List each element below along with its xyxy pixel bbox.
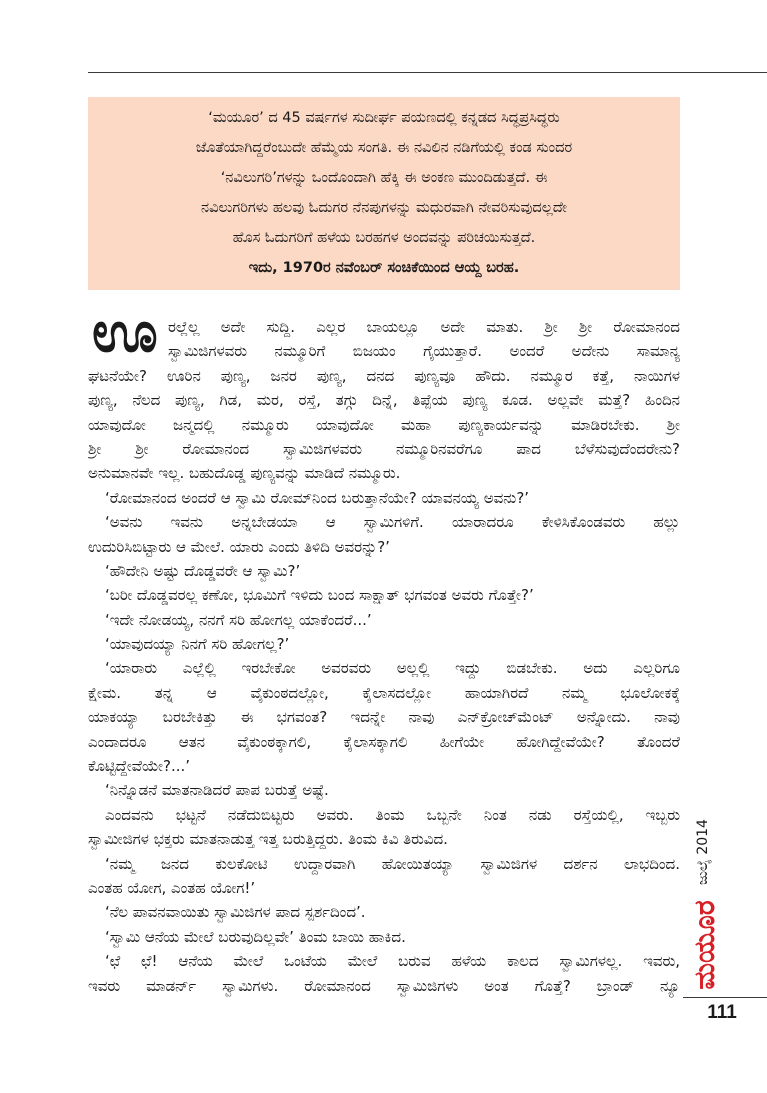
article-line: ಯಾಕಯ್ಯಾ ಬರಬೇಕಿತ್ತು ಈ ಭಗವಂತ? ಇದನ್ನೇ ನಾವು ಎನ್‌ಕ್ರೋಚ್‌ಮೆಂಟ್ ಅನ್ನೋದು. ನಾವು	[88, 708, 680, 727]
article-line: ಎಂದವನು ಭಟ್ಟನೆ ನಡೆದುಬಿಟ್ಟರು ಅವರು. ತಿಂಮ ಒಬ್ಬನೇ ನಿಂತ ನಡು ರಸ್ತೆಯಲ್ಲಿ, ಇಬ್ಬರು	[105, 805, 680, 824]
article-line: ಉದುರಿಸಿಬಿಟ್ಟಾರು ಆ ಮೇಲೆ. ಯಾರು ಎಂದು ತಿಳಿದಿ ಅವರನ್ನು?’	[88, 537, 390, 556]
article-paragraph	[88, 778, 680, 802]
article-line: ‘ಹೌದೇನಿ ಅಷ್ಟು ದೊಡ್ಡವರೇ ಆ ಸ್ವಾಮಿ?’	[105, 561, 301, 580]
article-paragraph	[88, 656, 680, 778]
article-line: ‘ಛೆ ಛೆ! ಆನೆಯ ಮೇಲೆ ಒಂಟೆಯ ಮೇಲೆ ಬರುವ ಹಳೆಯ ಕಾಲದ ಸ್ವಾಮಿಗಳಲ್ಲ. ಇವರು,	[105, 952, 680, 971]
article-paragraph	[88, 583, 680, 607]
article-paragraph	[88, 925, 680, 949]
article-line: ‘ಬರೀ ದೊಡ್ಡವರಲ್ಲ ಕಣೋ, ಭೂಮಿಗೆ ಇಳಿದು ಬಂದ ಸಾಕ್ಷಾತ್ ಭಗವಂತ ಅವರು ಗೊತ್ತೇ?’	[105, 586, 534, 605]
article-line: ‘ಯಾವುದಯ್ಯಾ ನಿನಗೆ ಸರಿ ಹೋಗಲ್ಲ?’	[105, 635, 290, 654]
article-line: ಇವರು ಮಾಡರ್ನ್ ಸ್ವಾಮಿಗಳು. ರೋಮಾನಂದ ಸ್ವಾಮಿಜಿಗಳು ಅಂತ ಗೊತ್ತೆ? ಬ್ರಾಂಡ್ ನ್ಯೂ	[88, 976, 680, 995]
footer-rule	[683, 997, 767, 998]
header-rule	[88, 72, 767, 73]
intro-box	[88, 97, 680, 290]
issue-date: ಜುಲೈ 2014	[695, 819, 711, 885]
article-line: ‘ಇದೇ ನೋಡಯ್ಯ, ನನಗೆ ಸರಿ ಹೋಗಲ್ಲ ಯಾಕೆಂದರೆ...’	[105, 610, 372, 629]
article-line: ‘ನಿನ್ನೊಡನೆ ಮಾತನಾಡಿದರೆ ಪಾಪ ಬರುತ್ತೆ ಅಷ್ಟೆ.	[105, 781, 329, 800]
article-paragraph	[88, 559, 680, 583]
article-paragraph	[88, 486, 680, 510]
intro-lines	[88, 103, 680, 253]
article-line: ಎಂದಾದರೂ ಆತನ ವೈಕುಂಠಕ್ಕಾಗಲಿ, ಕೈಲಾಸಕ್ಕಾಗಲಿ ಹೀಗೆಯೇ ಹೋಗಿದ್ದೇವೆಯೇ? ತೊಂದರೆ	[88, 732, 680, 751]
article-line: ‘ನೆಲ ಪಾವನವಾಯಿತು ಸ್ವಾಮಿಜಿಗಳ ಪಾದ ಸ್ಪರ್ಶದಿಂದ’.	[105, 903, 366, 922]
article-paragraph	[88, 510, 680, 559]
article-line: ಶ್ರೀ ಶ್ರೀ ರೋಮಾನಂದ ಸ್ವಾಮಿಜಿಗಳವರು ನಮ್ಮೂರಿನವರೆಗೂ ಪಾದ ಬೆಳೆಸುವುದೆಂದರೇನು?	[88, 439, 680, 458]
article-line: ಪುಣ್ಯ, ನೆಲದ ಪುಣ್ಯ, ಗಿಡ, ಮರ, ರಸ್ತೆ, ತಗ್ಗು ದಿನ್ನೆ, ತಿಪ್ಪೆಯ ಪುಣ್ಯ ಕೂಡ. ಅಲ್ಲವೇ ಮತ್ತೆ? ಹಿಂದಿನ	[88, 391, 680, 410]
article-line: ‘ಯಾರಾರು ಎಲ್ಲೆಲ್ಲಿ ಇರಬೇಕೋ ಅವರವರು ಅಲ್ಲಲ್ಲಿ ಇದ್ದು ಬಿಡಬೇಕು. ಅದು ಎಲ್ಲರಿಗೂ	[105, 659, 680, 678]
article-body	[88, 315, 680, 998]
article-line: ಕ್ಷೇಮ. ತನ್ನ ಆ ವೈಕುಂಠದಲ್ಲೋ, ಕೈಲಾಸದಲ್ಲೋ ಹಾಯಾಗಿರದೆ ನಮ್ಮ ಭೂಲೋಕಕ್ಕೆ	[88, 683, 680, 702]
intro-line: ಜೊತೆಯಾಗಿದ್ದರೆಂಬುದೇ ಹೆಮ್ಮೆಯ ಸಂಗತಿ. ಈ ನವಿಲಿನ ನಡಿಗೆಯಲ್ಲಿ ಕಂಡ ಸುಂದರ	[195, 140, 573, 156]
article-line: ‘ನಮ್ಮ ಜನದ ಕುಲಕೋಟಿ ಉದ್ದಾರವಾಗಿ ಹೋಯಿತಯ್ಯಾ ಸ್ವಾಮಿಜಿಗಳ ದರ್ಶನ ಲಾಭದಿಂದ.	[105, 854, 680, 873]
page-number: 111	[707, 1002, 737, 1023]
article-line: ‘ಸ್ವಾಮಿ ಆನೆಯ ಮೇಲೆ ಬರುವುದಿಲ್ಲವೇ’ ತಿಂಮ ಬಾಯಿ ಹಾಕಿದ.	[105, 927, 406, 946]
article-line: ‘ಅವನು ಇವನು ಅನ್ನಬೇಡಯಾ ಆ ಸ್ವಾಮಿಗಳಿಗೆ. ಯಾರಾದರೂ ಕೇಳಿಸಿಕೊಂಡವರು ಹಲ್ಲು	[105, 513, 680, 532]
article-paragraph	[88, 803, 680, 852]
article-paragraph	[88, 608, 680, 632]
article-line: ಸ್ವಾಮಿಜಿಗಳವರು ನಮ್ಮೂರಿಗೆ ಬಿಜಯಂ ಗೈಯುತ್ತಾರೆ. ಅಂದರೆ ಅದೇನು ಸಾಮಾನ್ಯ	[168, 342, 680, 361]
article-line: ‘ರೋಮಾನಂದ ಅಂದರೆ ಆ ಸ್ವಾಮಿ ರೋಮ್‌ನಿಂದ ಬರುತ್ತಾನೆಯೇ? ಯಾವನಯ್ಯ ಅವನು?’	[105, 488, 530, 507]
intro-line: ‘ಮಯೂರ’ ದ 45 ವರ್ಷಗಳ ಸುದೀರ್ಘ ಪಯಣದಲ್ಲಿ ಕನ್ನಡದ ಸಿದ್ಧಪ್ರಸಿದ್ಧರು	[208, 110, 560, 126]
drop-cap: ಊ	[92, 300, 158, 365]
intro-line: ಹೊಸ ಓದುಗರಿಗೆ ಹಳೆಯ ಬರಹಗಳ ಅಂದವನ್ನು ಪರಿಚಯಿಸುತ್ತದೆ.	[232, 230, 536, 246]
article-line: ಅನುಮಾನವೇ ಇಲ್ಲ. ಬಹುದೊಡ್ಡ ಪುಣ್ಯವನ್ನು ಮಾಡಿದೆ ನಮ್ಮೂರು.	[88, 464, 401, 483]
intro-line: ನವಿಲುಗರಿಗಳು ಹಲವು ಓದುಗರ ನೆನಪುಗಳನ್ನು ಮಧುರವಾಗಿ ನೇವರಿಸುವುದಲ್ಲದೇ	[201, 200, 567, 216]
magazine-logo: ಮಯೂರ	[688, 900, 721, 990]
article-paragraph	[88, 900, 680, 924]
article-line: ಯಾವುದೋ ಜನ್ಮದಲ್ಲಿ ನಮ್ಮೂರು ಯಾವುದೋ ಮಹಾ ಪುಣ್ಯಕಾರ್ಯವನ್ನು ಮಾಡಿರಬೇಕು. ಶ್ರೀ	[88, 415, 680, 434]
article-line: ಕೊಟ್ಟಿದ್ದೇವೆಯೇ?...’	[88, 757, 191, 776]
article-line: ಎಂತಹ ಯೋಗ, ಎಂತಹ ಯೋಗ!’	[88, 878, 256, 897]
article-paragraph	[88, 852, 680, 901]
intro-line: ‘ನವಿಲುಗರಿ’ಗಳನ್ನು ಒಂದೊಂದಾಗಿ ಹೆಕ್ಕಿ ಈ ಅಂಕಣ ಮುಂದಿಡುತ್ತದೆ. ಈ	[220, 170, 548, 186]
article-line: ಸ್ವಾಮೀಜಿಗಳ ಭಕ್ತರು ಮಾತನಾಡುತ್ತ ಇತ್ತ ಬರುತ್ತಿದ್ದರು. ತಿಂಮ ಕಿವಿ ತಿರುವಿದ.	[88, 830, 448, 849]
article-paragraph	[88, 949, 680, 998]
intro-source-line: ಇದು, 1970ರ ನವೆಂಬರ್ ಸಂಚಿಕೆಯಿಂದ ಆಯ್ದ ಬರಹ.	[248, 260, 520, 276]
article-line: ರಲ್ಲೆಲ್ಲ ಅದೇ ಸುದ್ದಿ. ಎಲ್ಲರ ಬಾಯಲ್ಲೂ ಅದೇ ಮಾತು. ಶ್ರೀ ಶ್ರೀ ರೋಮಾನಂದ	[168, 318, 680, 336]
article-paragraph	[88, 632, 680, 656]
article-line: ಘಟನೆಯೇ? ಊರಿನ ಪುಣ್ಯ, ಜನರ ಪುಣ್ಯ, ದನದ ಪುಣ್ಯವೂ ಹೌದು. ನಮ್ಮೂರ ಕತ್ತೆ, ನಾಯಿಗಳ	[88, 366, 680, 385]
article-paragraph	[88, 315, 680, 486]
